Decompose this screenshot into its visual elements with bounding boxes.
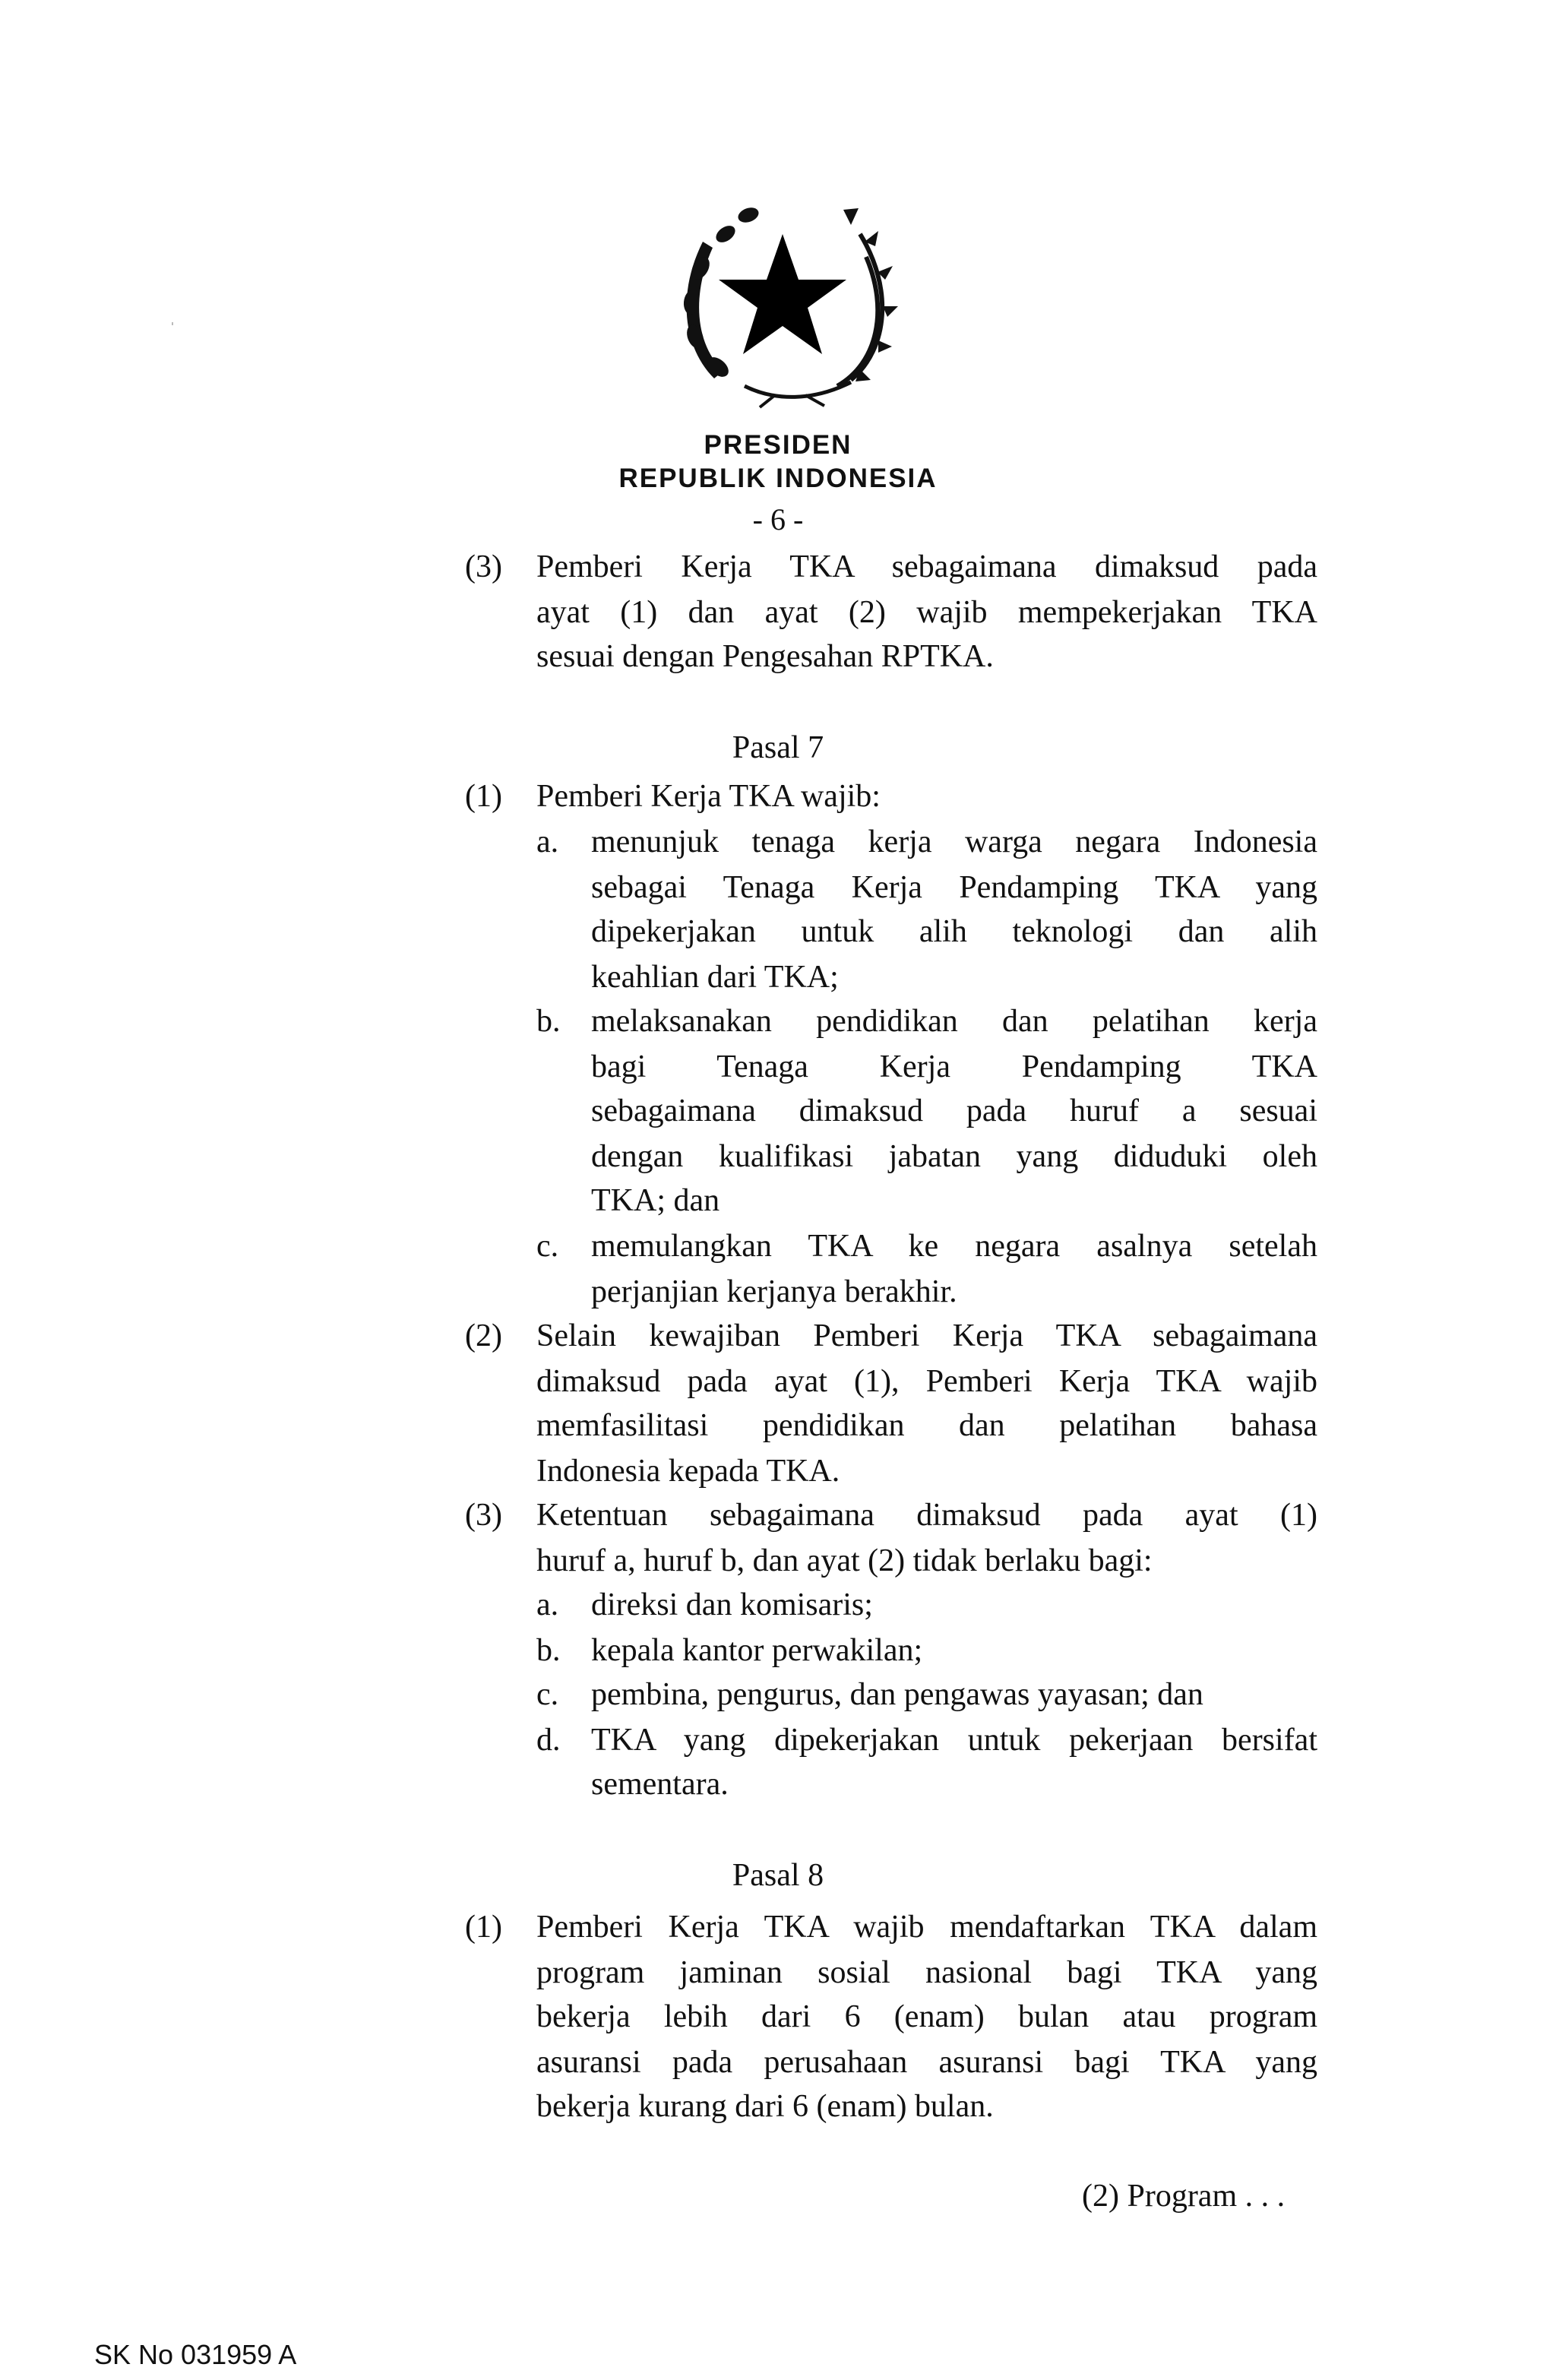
text-line: Selain kewajiban Pemberi Kerja TKA sebagaimana <box>536 1318 1317 1353</box>
text-line: keahlian dari TKA; <box>591 960 839 995</box>
text-line: sesuai dengan Pengesahan RPTKA. <box>536 639 994 674</box>
text-line: kepala kantor perwakilan; <box>591 1633 923 1668</box>
ayat-number: (1) <box>465 779 502 814</box>
list-marker: b. <box>536 1004 561 1039</box>
header-presiden: PRESIDEN <box>704 430 852 460</box>
text-line: TKA; dan <box>591 1183 720 1218</box>
text-line: Pemberi Kerja TKA wajib: <box>536 779 881 814</box>
text-line: dipekerjakan untuk alih teknologi dan alih <box>591 914 1317 949</box>
text-line: bekerja lebih dari 6 (enam) bulan atau program <box>536 1999 1317 2034</box>
page-number: - 6 - <box>752 502 804 536</box>
text-line: memfasilitasi pendidikan dan pelatihan bahasa <box>536 1408 1317 1443</box>
ayat-number: (1) <box>465 1910 502 1945</box>
text-line: sebagai Tenaga Kerja Pendamping TKA yang <box>591 870 1317 905</box>
list-marker: a. <box>536 824 559 859</box>
garuda-star-emblem-icon <box>661 181 904 409</box>
list-marker: c. <box>536 1677 559 1712</box>
text-line: melaksanakan pendidikan dan pelatihan kerja <box>591 1004 1317 1039</box>
ayat-number: (3) <box>465 1498 502 1533</box>
scan-speck <box>172 322 173 325</box>
list-marker: a. <box>536 1587 559 1622</box>
text-line: dimaksud pada ayat (1), Pemberi Kerja TKA wajib <box>536 1364 1317 1399</box>
ayat-number: (3) <box>465 549 502 584</box>
list-marker: b. <box>536 1633 561 1668</box>
text-line: perjanjian kerjanya berakhir. <box>591 1274 957 1309</box>
text-line: TKA yang dipekerjakan untuk pekerjaan bersifat <box>591 1723 1317 1758</box>
text-line: direksi dan komisaris; <box>591 1587 873 1622</box>
text-line: menunjuk tenaga kerja warga negara Indonesia <box>591 824 1317 859</box>
text-line: Indonesia kepada TKA. <box>536 1454 840 1489</box>
next-page-reference: (2) Program . . . <box>1082 2179 1286 2214</box>
text-line: huruf a, huruf b, dan ayat (2) tidak berlaku bagi: <box>536 1543 1153 1578</box>
list-marker: d. <box>536 1723 561 1758</box>
text-line: memulangkan TKA ke negara asalnya setelah <box>591 1229 1317 1264</box>
text-line: Pemberi Kerja TKA wajib mendaftarkan TKA dalam <box>536 1910 1317 1945</box>
text-line: ayat (1) dan ayat (2) wajib mempekerjakan TKA <box>536 595 1317 630</box>
text-line: Pemberi Kerja TKA sebagaimana dimaksud pada <box>536 549 1317 584</box>
text-line: dengan kualifikasi jabatan yang diduduki oleh <box>591 1139 1317 1174</box>
list-marker: c. <box>536 1229 559 1264</box>
text-line: pembina, pengurus, dan pengawas yayasan; dan <box>591 1677 1203 1712</box>
ayat-number: (2) <box>465 1318 502 1353</box>
text-line: sementara. <box>591 1767 729 1802</box>
pasal-title: Pasal 7 <box>732 730 824 765</box>
text-line: bekerja kurang dari 6 (enam) bulan. <box>536 2089 994 2124</box>
text-line: asuransi pada perusahaan asuransi bagi TKA yang <box>536 2045 1317 2080</box>
text-line: sebagaimana dimaksud pada huruf a sesuai <box>591 1093 1317 1128</box>
footer-document-code: SK No 031959 A <box>94 2339 297 2370</box>
text-line: bagi Tenaga Kerja Pendamping TKA <box>591 1049 1317 1084</box>
text-line: program jaminan sosial nasional bagi TKA yang <box>536 1955 1317 1990</box>
header-republik-indonesia: REPUBLIK INDONESIA <box>618 464 938 493</box>
pasal-title: Pasal 8 <box>732 1858 824 1893</box>
text-line: Ketentuan sebagaimana dimaksud pada ayat (1) <box>536 1498 1317 1533</box>
